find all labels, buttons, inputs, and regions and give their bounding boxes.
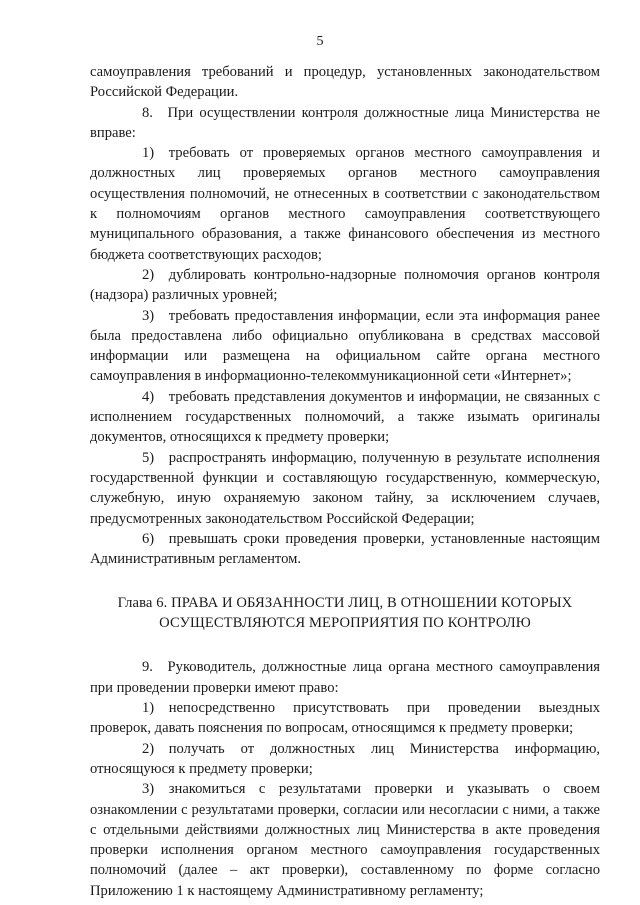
paragraph-item-8-4: 4) требовать представления документов и информации, не связанных с исполнением государственных полномочий, а также изымать оригиналы документов, относящихся к предмету проверки; [90, 388, 600, 446]
paragraph-item-9-3: 3) знакомиться с результатами проверки и указывать о своем ознакомлении с результатами проверки, согласии или несогласии с ними, а также с отдельными действиями должностных лиц Министерства в акте проведения проверки исполнения органом местного самоуправления государственных полномочий (далее – акт проверки), составленному по форме согласно Приложению 1 к настоящему Административному регламенту; [90, 781, 600, 899]
chapter-heading [90, 593, 600, 633]
paragraph-item-8-6: 6) превышать сроки проведения проверки, установленные настоящим Административным регламентом. [90, 530, 600, 568]
paragraph-item-8-2: 2) дублировать контрольно-надзорные полномочия органов контроля (надзора) различных уровней; [90, 266, 600, 304]
chapter-heading-line-2: ОСУЩЕСТВЛЯЮТСЯ МЕРОПРИЯТИЯ ПО КОНТРОЛЮ [159, 615, 531, 632]
paragraph-continuation: самоуправления требований и процедур, установленных законодательством Российской Федерации. [90, 64, 600, 101]
paragraph-item-9: 9. Руководитель, должностные лица органа местного самоуправления при проведении проверки имеют право: [90, 659, 600, 696]
paragraph-item-8-1: 1) требовать от проверяемых органов местного самоуправления и должностных лиц проверяемых органов местного самоуправления осуществления полномочий, не отнесенных в соответствии с законодательством к полномочиям органов местного самоуправления соответствующего муниципального образования, а также финансового обеспечения из местного бюджета соответствующих расходов; [90, 145, 600, 263]
paragraph-item-8: 8. При осуществлении контроля должностные лица Министерства не вправе: [90, 104, 600, 141]
paragraph-item-8-5: 5) распространять информацию, полученную в результате исполнения государственной функции и составляющую государственную, коммерческую, служебную, иную охраняемую законом тайну, за исключением случаев, предусмотренных законодательством Российской Федерации; [90, 449, 600, 527]
chapter-heading-line-1: Глава 6. ПРАВА И ОБЯЗАННОСТИ ЛИЦ, В ОТНОШЕНИИ КОТОРЫХ [117, 595, 573, 612]
section-bottom [90, 657, 600, 901]
paragraph-item-9-2: 2) получать от должностных лиц Министерства информацию, относящуюся к предмету проверки; [90, 740, 600, 777]
document-body [90, 62, 600, 901]
page-number: 5 [316, 34, 324, 49]
paragraph-item-9-1: 1) непосредственно присутствовать при проведении выездных проверок, давать пояснения по вопросам, относящимся к предмету проверки; [90, 700, 600, 737]
paragraph-item-8-3: 3) требовать предоставления информации, если эта информация ранее была предоставлена либо официально опубликована в средствах массовой информации или размещена на официальном сайте органа местного самоуправления в информационно-телекоммуникационной сети «Интернет»; [90, 307, 600, 385]
section-top [90, 62, 600, 569]
